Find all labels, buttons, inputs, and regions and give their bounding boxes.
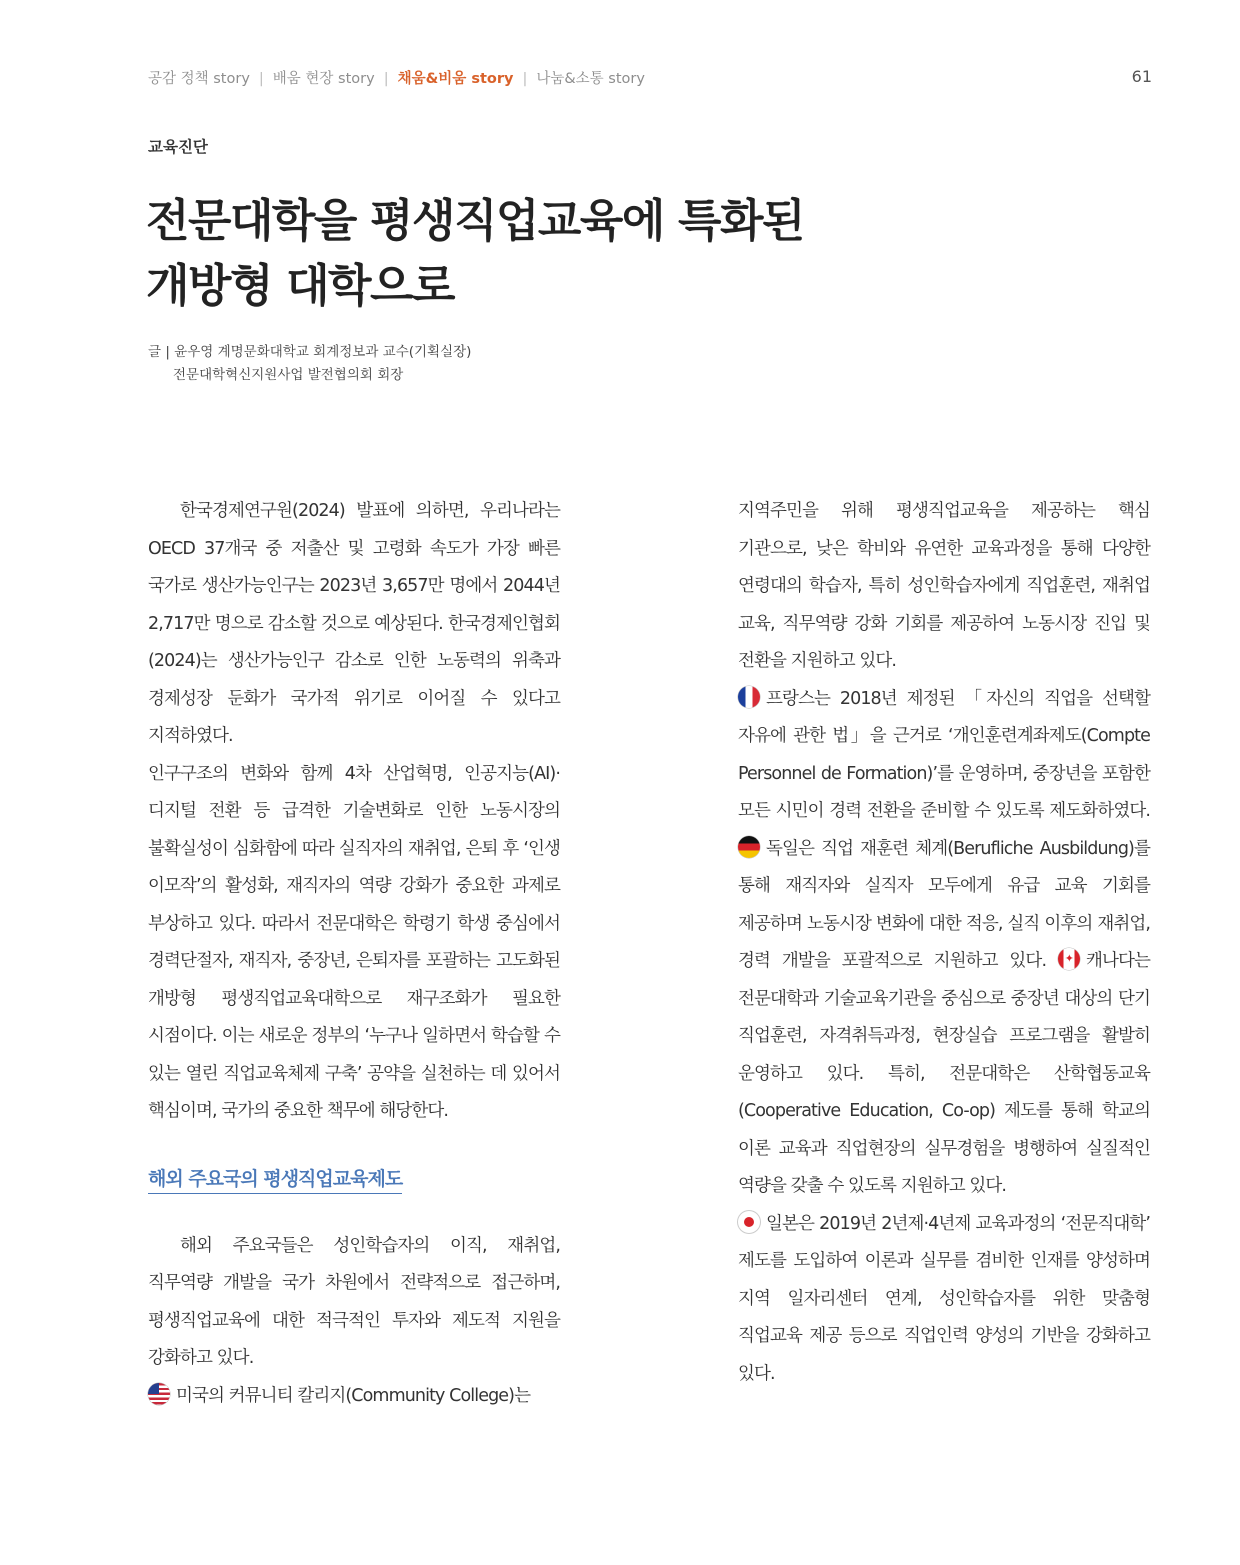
germany-flag-icon xyxy=(738,836,760,858)
nav-item-share[interactable]: 나눔&소통 story xyxy=(536,71,645,87)
paragraph: 해외 주요국들은 성인학습자의 이직, 재취업, 직무역량 개발을 국가 차원에서 전략적으로 접근하며, 평생직업교육에 대한 적극적인 투자와 제도적 지원을 강화하고 있다. xyxy=(148,1235,560,1368)
paragraph: 한국경제연구원(2024) 발표에 의하면, 우리나라는 OECD 37개국 중 저출산 및 고령화 속도가 가장 빠른 국가로 생산가능인구는 2023년 3,657만 명에서 2044년 2,717만 명으로 감소할 것으로 예상된다. 한국경제인협회(2024)는 생산가능인구 감소로 인한 노동력의 위축과 경제성장 둔화가 국가적 위기로 이어질 수 있다고 지적하였다. xyxy=(148,501,560,746)
paragraph-text: 독일은 직업 재훈련 체계(Berufliche Ausbildung)를 통해 재직자와 실직자 모두에게 유급 교육 기회를 제공하며 노동시장 변화에 대한 적응, 실직 이후의 재취업, 경력 개발을 포괄적으로 지원하고 있다. xyxy=(738,838,1150,971)
byline xyxy=(148,341,471,387)
nav-item-learning[interactable]: 배움 현장 story xyxy=(272,71,375,87)
paragraph-fr-de-ca xyxy=(738,681,1150,1206)
article-title xyxy=(146,188,804,319)
byline-author: 글 | 윤우영 계명문화대학교 회계정보과 교수(기획실장) xyxy=(148,344,472,360)
title-line: 전문대학을 평생직업교육에 특화된 xyxy=(146,194,804,247)
nav-separator: | xyxy=(258,71,264,87)
byline-affiliation: 전문대학혁신지원사업 발전협의회 회장 xyxy=(173,367,404,383)
nav-item-fill-empty[interactable]: 채움&비움 story xyxy=(397,71,514,87)
paragraph-jp xyxy=(738,1206,1150,1394)
subsection-heading: 해외 주요국의 평생직업교육제도 xyxy=(148,1165,402,1194)
paragraph: 인구구조의 변화와 함께 4차 산업혁명, 인공지능(AI)·디지털 전환 등 급격한 기술변화로 인한 노동시장의 불확실성이 심화함에 따라 실직자의 재취업, 은퇴 후 ‘인생 이모작’의 활성화, 재직자의 역량 강화가 중요한 과제로 부상하고 있다. 따라서 전문대학은 학령기 학생 중심에서 경력단절자, 재직자, 중장년, 은퇴자를 포괄하는 고도화된 개방형 평생직업교육대학으로 재구조화가 필요한 시점이다. 이는 새로운 정부의 ‘누구나 일하면서 학습할 수 있는 열린 직업교육체제 구축’ 공약을 실천하는 데 있어서 핵심이며, 국가의 중요한 책무에 해당한다. xyxy=(148,763,560,1121)
nav-item-policy[interactable]: 공감 정책 story xyxy=(148,71,250,87)
canada-flag-icon xyxy=(1058,948,1080,970)
right-column xyxy=(738,493,1150,1393)
paragraph-text: 프랑스는 2018년 제정된 「자신의 직업을 선택할 자유에 관한 법」을 근거로 ‘개인훈련계좌제도(Compte Personnel de Formation)’를 운영하며, 중장년을 포함한 모든 시민이 경력 전환을 준비할 수 있도록 제도화하였다. xyxy=(738,688,1150,821)
nav-separator: | xyxy=(522,71,528,87)
paragraph-us xyxy=(148,1378,560,1416)
paragraph: 지역주민을 위해 평생직업교육을 제공하는 핵심 기관으로, 낮은 학비와 유연한 교육과정을 통해 다양한 연령대의 학습자, 특히 성인학습자에게 직업훈련, 재취업 교육, 직무역량 강화 기회를 제공하여 노동시장 진입 및 전환을 지원하고 있다. xyxy=(738,501,1150,671)
page-number: 61 xyxy=(1131,67,1152,86)
top-navigation xyxy=(148,67,645,88)
section-label: 교육진단 xyxy=(148,138,208,156)
title-line: 개방형 대학으로 xyxy=(146,259,454,313)
japan-flag-icon xyxy=(738,1211,760,1233)
nav-separator: | xyxy=(383,71,389,87)
paragraph-text: 미국의 커뮤니티 칼리지(Community College)는 xyxy=(176,1385,531,1406)
left-column xyxy=(148,493,560,1415)
us-flag-icon xyxy=(148,1383,170,1405)
paragraph-text: 캐나다는 전문대학과 기술교육기관을 중심으로 중장년 대상의 단기 직업훈련, 자격취득과정, 현장실습 프로그램을 활발히 운영하고 있다. 특히, 전문대학은 산학협동교육(Cooperative Education, Co-op) 제도를 통해 학교의 이론 교육과 직업현장의 실무경험을 병행하여 실질적인 역량을 갖출 수 있도록 지원하고 있다. xyxy=(738,951,1150,1196)
paragraph-text: 일본은 2019년 2년제·4년제 교육과정의 ‘전문직대학’ 제도를 도입하여 이론과 실무를 겸비한 인재를 양성하며 지역 일자리센터 연계, 성인학습자를 위한 맞춤형 직업교육 제공 등으로 직업인력 양성의 기반을 강화하고 있다. xyxy=(738,1213,1150,1384)
france-flag-icon xyxy=(738,686,760,708)
